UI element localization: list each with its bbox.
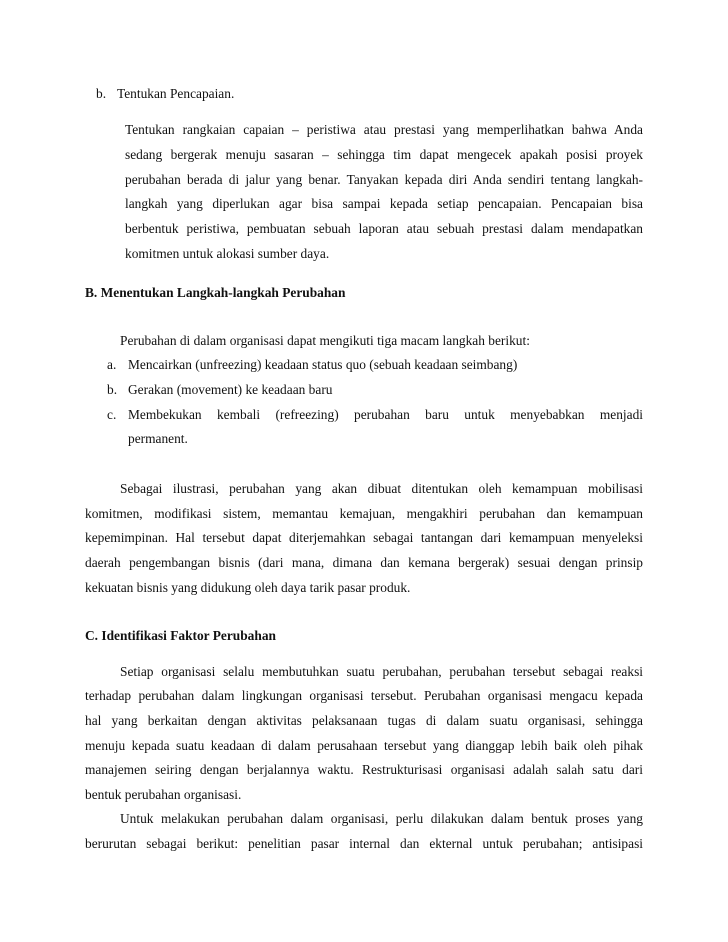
paragraph-line: kepemimpinan. Hal tersebut dapat diterjemahkan sebagai tantangan dari kemampuan menyeleksi xyxy=(85,530,643,545)
paragraph-line: hal yang berkaitan dengan aktivitas pelaksanaan tugas di dalam suatu organisasi, sehingga xyxy=(85,713,643,728)
paragraph-line: perubahan berada di jalur yang benar. Tanyakan kepada diri Anda sendiri tentang langkah- xyxy=(125,172,643,187)
paragraph-line: berbentuk peristiwa, pembuatan sebuah laporan atau sebuah prestasi dalam mendapatkan xyxy=(125,221,643,236)
paragraph-line: Untuk melakukan perubahan dalam organisasi, perlu dilakukan dalam bentuk proses yang xyxy=(120,811,643,826)
list-marker: a. xyxy=(107,357,117,372)
paragraph-line: kekuatan bisnis yang didukung oleh daya tarik pasar produk. xyxy=(85,580,411,595)
list-marker: b. xyxy=(96,86,107,101)
paragraph-line: terhadap perubahan dalam lingkungan organisasi tersebut. Perubahan organisasi mengacu kepada xyxy=(85,688,643,703)
paragraph-line: bentuk perubahan organisasi. xyxy=(85,787,242,802)
section-heading: C. Identifikasi Faktor Perubahan xyxy=(85,628,276,643)
section-heading: B. Menentukan Langkah-langkah Perubahan xyxy=(85,285,346,300)
paragraph-line: manajemen seiring dengan berjalannya waktu. Restrukturisasi organisasi adalah salah satu dari xyxy=(85,762,643,777)
list-item: Membekukan kembali (refreezing) perubahan baru untuk menyebabkan menjadi xyxy=(128,407,643,422)
list-item: Mencairkan (unfreezing) keadaan status quo (sebuah keadaan seimbang) xyxy=(128,357,518,372)
paragraph-line: berurutan sebagai berikut: penelitian pasar internal dan ekternal untuk perubahan; antisipasi xyxy=(85,836,643,851)
paragraph-line: Setiap organisasi selalu membutuhkan suatu perubahan, perubahan tersebut sebagai reaksi xyxy=(120,664,643,679)
list-marker: b. xyxy=(107,382,118,397)
paragraph-line: menuju kepada suatu keadaan di dalam perusahaan tersebut yang dianggap lebih baik oleh pihak xyxy=(85,738,643,753)
list-item: Gerakan (movement) ke keadaan baru xyxy=(128,382,333,397)
list-marker: c. xyxy=(107,407,117,422)
subheading: Tentukan Pencapaian. xyxy=(117,86,235,101)
paragraph-line: daerah pengembangan bisnis (dari mana, dimana dan kemana bergerak) sesuai dengan prinsip xyxy=(85,555,643,570)
paragraph-line: komitmen, modifikasi sistem, memantau kemajuan, mengakhiri perubahan dan kemampuan xyxy=(85,506,643,521)
intro-line: Perubahan di dalam organisasi dapat mengikuti tiga macam langkah berikut: xyxy=(120,333,530,348)
paragraph-line: Tentukan rangkaian capaian – peristiwa atau prestasi yang memperlihatkan bahwa Anda xyxy=(125,122,643,137)
paragraph-line: sedang bergerak menuju sasaran – sehingga tim dapat mengecek apakah posisi proyek xyxy=(125,147,643,162)
list-item-continuation: permanent. xyxy=(128,431,188,446)
paragraph-line: Sebagai ilustrasi, perubahan yang akan dibuat ditentukan oleh kemampuan mobilisasi xyxy=(120,481,643,496)
paragraph-line: langkah yang diperlukan agar bisa sampai kepada setiap pencapaian. Pencapaian bisa xyxy=(125,196,643,211)
paragraph-line: komitmen untuk alokasi sumber daya. xyxy=(125,246,330,261)
